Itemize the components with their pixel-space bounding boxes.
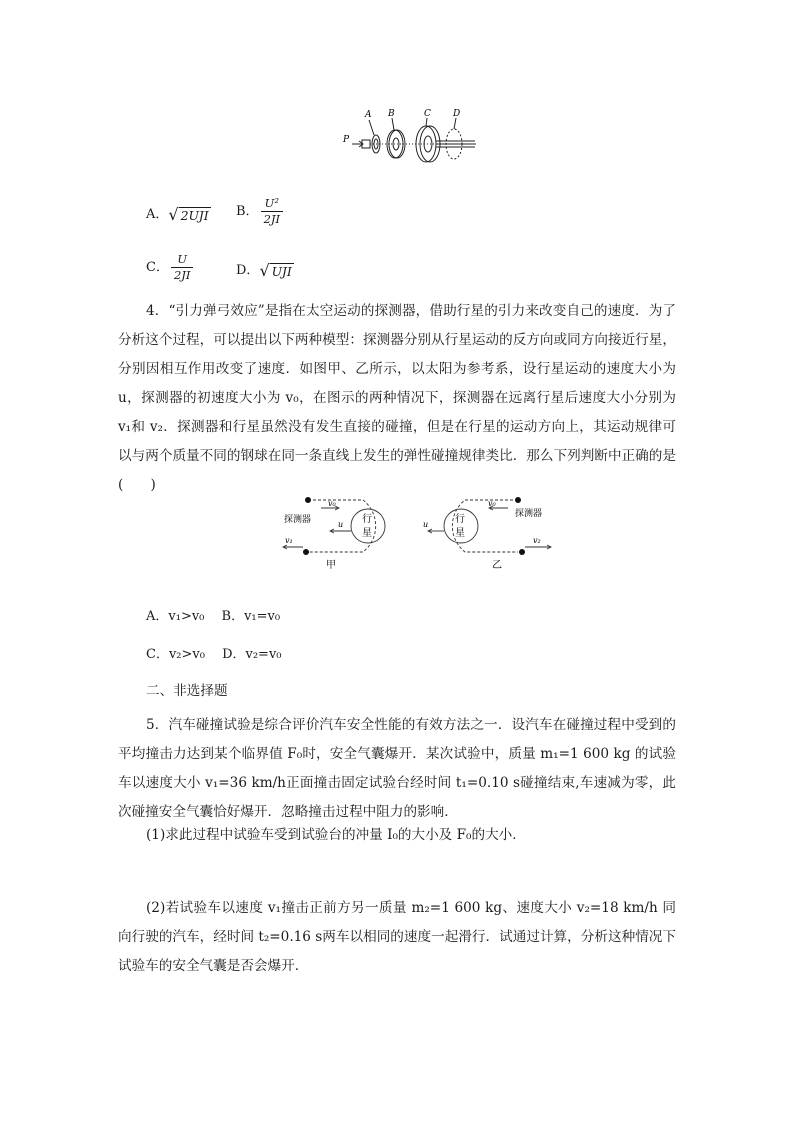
label-a: A (365, 110, 372, 120)
sqrt-expr: √ UJI (259, 261, 292, 280)
left-probe-label: 探测器 (284, 515, 312, 525)
label-c: C (424, 109, 431, 119)
right-probe-label: 探测器 (515, 509, 543, 519)
q3-option-d: D．√ UJI (236, 261, 292, 280)
q5-part2: (2)若试验车以速度 v₁撞击正前方另一质量 m₂=1 600 kg、速度大小 v₂=18 km/h 同向行驶的汽车，经时间 t₂=0.16 s两车以相同的速度一起滑行．试通过计算，分析这种情况下试验车的安全气囊是否会爆开． (118, 900, 676, 974)
right-u: u (423, 520, 429, 529)
rings-figure (340, 104, 485, 164)
label-p: P (343, 135, 350, 145)
label-d: D (453, 109, 461, 119)
right-v0: v₀ (488, 499, 496, 508)
left-planet-top: 行 (362, 514, 372, 525)
right-caption: 乙 (492, 560, 502, 571)
q3-option-b: B． $\frac{\text{U²}}{2JI}$ (236, 196, 285, 227)
q4-options-row2: C．v₂>v₀ D．v₂=v₀ (146, 647, 282, 662)
sqrt-expr: √ 2UJI (168, 205, 209, 224)
q5-part1: (1)求此过程中试验车受到试验台的冲量 I₀的大小及 F₀的大小． (146, 827, 526, 843)
right-planet-top: 行 (455, 514, 465, 525)
section-heading: 二、非选择题 (146, 683, 228, 699)
right-planet-bottom: 星 (455, 528, 465, 539)
gravity-slingshot-figure (278, 488, 558, 580)
left-v1: v₁ (285, 536, 293, 545)
right-trajectory (452, 500, 518, 552)
left-u: u (338, 520, 344, 529)
fraction: $\frac{U}{2JI}$ (171, 252, 193, 283)
q3-option-c: C． $\frac{U}{2JI}$ (146, 252, 195, 283)
left-planet-bottom: 星 (362, 528, 372, 539)
right-v2: v₂ (533, 536, 541, 545)
q3-option-a: A．√ 2UJI (146, 205, 209, 224)
q4-options-row1: A．v₁>v₀ B．v₁=v₀ (146, 609, 281, 624)
q5-question-text: 5．汽车碰撞试验是综合评价汽车安全性能的有效方法之一．设汽车在碰撞过程中受到的平均撞击力达到某个临界值 F₀时，安全气囊爆开．某次试验中，质量 m₁=1 600 kg 的试验车以速度大小 v₁=36 km/h正面撞击固定试验台经时间 t₁=0.10 s碰撞结束,车速减为零，此次碰撞安全气囊恰好爆开．忽略撞击过程中阻力的影响． (118, 717, 676, 820)
left-v0: v₀ (328, 499, 336, 508)
q4-question-text: 4．“引力弹弓效应”是指在太空运动的探测器，借助行星的引力来改变自己的速度．为了分析这个过程，可以提出以下两种模型：探测器分别从行星运动的反方向或同方向接近行星，分别因相互作用改变了速度．如图甲、乙所示，以太阳为参考系，设行星运动的速度大小为 u，探测器的初速度大小为 v₀，在图示的两种情况下，探测器在远离行星后速度大小分别为 v₁和 v₂．探测器和行星虽然没有发生直接的碰撞，但是在行星的运动方向上，其运动规律可以与两个质量不同的钢球在同一条直线上发生的弹性碰撞规律类比．那么下列判断中正确的是( ) (118, 303, 676, 493)
label-b: B (388, 109, 395, 119)
left-caption: 甲 (326, 560, 336, 571)
fraction: $\frac{\text{U²}}{2JI}$ (261, 196, 283, 227)
